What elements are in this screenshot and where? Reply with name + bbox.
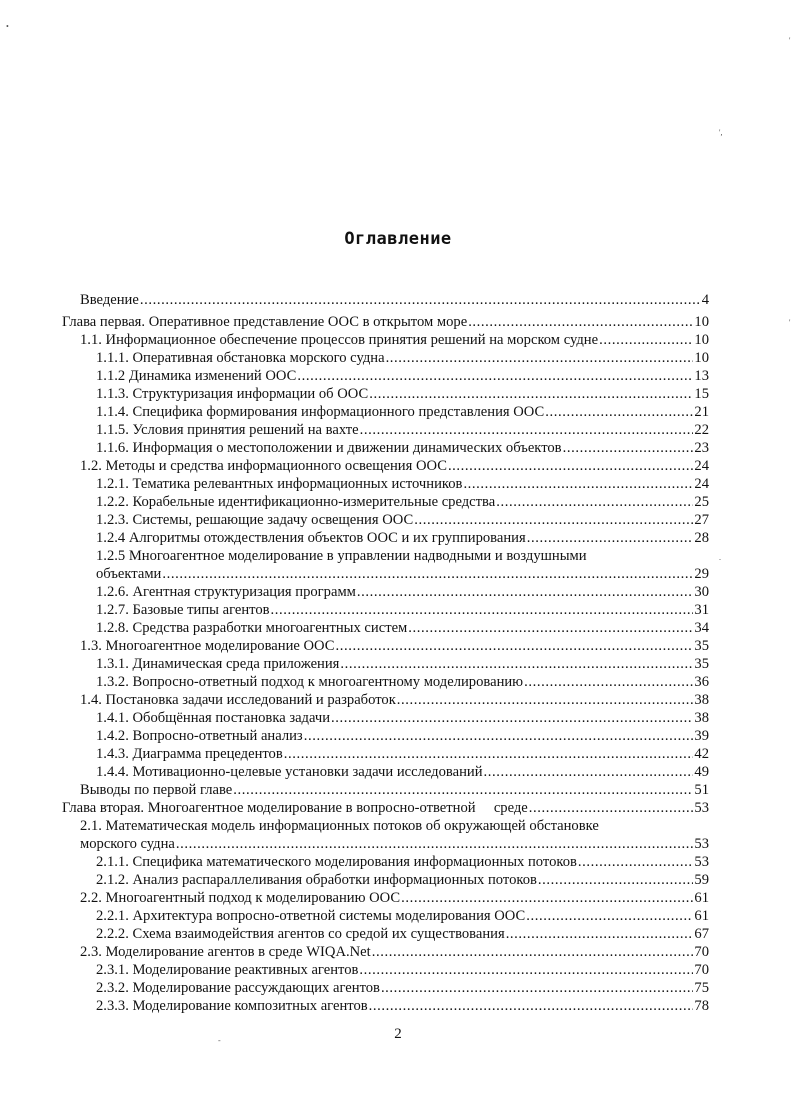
- page-title: Оглавление: [344, 229, 452, 249]
- toc-entry-label: 1.4. Постановка задачи исследований и разработок: [80, 691, 396, 708]
- toc-leader: [331, 709, 693, 727]
- toc-entry-page: 51: [694, 781, 709, 798]
- toc-entry-page: 49: [694, 763, 709, 780]
- scan-speck: ': [789, 36, 791, 45]
- toc-leader: [176, 835, 694, 853]
- toc-leader: [578, 853, 693, 871]
- toc-entry-page: 61: [694, 907, 709, 924]
- scan-speck: -: [218, 1036, 221, 1045]
- toc-entry[interactable]: [96, 493, 709, 511]
- toc-entry[interactable]: [96, 511, 709, 529]
- toc-entry-label: 1.1.6. Информация о местоположении и движении динамических объектов: [96, 439, 562, 456]
- toc-leader: [357, 583, 693, 601]
- toc-leader: [448, 457, 693, 475]
- toc-leader: [526, 907, 693, 925]
- toc-entry-label: 1.3.1. Динамическая среда приложения: [96, 655, 340, 672]
- toc-entry-page: 35: [694, 655, 709, 672]
- toc-entry[interactable]: [96, 475, 709, 493]
- toc-entry-label: 1.1.3. Структуризация информации об ООС: [96, 385, 369, 402]
- toc-entry-label: объектами: [96, 565, 162, 582]
- toc-entry-continuation[interactable]: [96, 565, 709, 583]
- toc-entry-label: Введение: [80, 292, 139, 308]
- toc-entry[interactable]: [96, 385, 709, 403]
- toc-entry[interactable]: [96, 871, 709, 889]
- toc-entry[interactable]: [80, 291, 709, 309]
- toc-entry-page: 15: [694, 385, 709, 402]
- toc-leader: [397, 691, 694, 709]
- toc-entry[interactable]: [96, 709, 709, 727]
- toc-entry[interactable]: [96, 979, 709, 997]
- toc-entry-page: 30: [694, 583, 709, 600]
- toc-entry[interactable]: [96, 853, 709, 871]
- toc-leader: [408, 619, 693, 637]
- toc-entry-label: 2.3.1. Моделирование реактивных агентов: [96, 961, 359, 978]
- toc-leader: [162, 565, 693, 583]
- toc-entry[interactable]: [96, 745, 709, 763]
- toc-entry[interactable]: [80, 457, 709, 475]
- toc-entry-label: 1.2.7. Базовые типы агентов: [96, 601, 270, 618]
- toc-entry-page: 10: [694, 313, 709, 330]
- toc-entry-page: 13: [694, 367, 709, 384]
- toc-entry[interactable]: [80, 781, 709, 799]
- scan-speck: •: [6, 22, 9, 31]
- toc-entry-label: 1.2.4 Алгоритмы отождествления объектов ООС и их группирования: [96, 529, 526, 546]
- toc-entry-page: 31: [694, 601, 709, 618]
- toc-entry[interactable]: [96, 997, 709, 1015]
- toc-entry[interactable]: [96, 763, 709, 781]
- toc-entry-page: 4: [701, 292, 709, 308]
- toc-entry[interactable]: [96, 907, 709, 925]
- toc-entry-page: 10: [694, 349, 709, 366]
- toc-entry-label: 2.3.3. Моделирование композитных агентов: [96, 997, 368, 1014]
- scan-speck: ': [789, 318, 791, 327]
- toc-entry-label: 1.1.4. Специфика формирования информационного представления ООС: [96, 403, 545, 420]
- toc-entry-label: 2.1.2. Анализ распараллеливания обработки информационных потоков: [96, 871, 537, 888]
- toc-entry-label: Выводы по первой главе: [80, 781, 233, 798]
- toc-entry-page: 75: [694, 979, 709, 996]
- toc-entry-label: 2.2. Многоагентный подход к моделированию ООС: [80, 889, 401, 906]
- toc-leader: [386, 349, 694, 367]
- toc-leader: [463, 475, 693, 493]
- scan-speck: ',: [719, 128, 723, 137]
- toc-entry-page: 21: [694, 403, 709, 420]
- toc-leader: [496, 493, 693, 511]
- toc-entry[interactable]: [80, 331, 709, 349]
- toc-leader: [271, 601, 694, 619]
- toc-entry-label: 2.1. Математическая модель информационных потоков об окружающей обстановке: [80, 817, 599, 834]
- toc-entry-page: 67: [694, 925, 709, 942]
- toc-entry-label: 2.3.2. Моделирование рассуждающих агентов: [96, 979, 380, 996]
- toc-entry-page: 29: [694, 565, 709, 582]
- toc-entry-label: 1.4.1. Обобщённая постановка задачи: [96, 709, 331, 726]
- toc-entry-label: 1.2.6. Агентная структуризация программ: [96, 583, 356, 600]
- toc-entry[interactable]: [62, 313, 709, 331]
- toc-leader: [381, 979, 693, 997]
- toc-leader: [297, 367, 693, 385]
- toc-entry-page: 10: [694, 331, 709, 348]
- toc-leader: [304, 727, 694, 745]
- toc-leader: [369, 997, 694, 1015]
- toc-leader: [372, 943, 694, 961]
- toc-leader: [527, 529, 694, 547]
- toc-entry[interactable]: [96, 925, 709, 943]
- toc-entry-page: 35: [694, 637, 709, 654]
- toc-leader: [524, 673, 693, 691]
- toc-entry[interactable]: [96, 583, 709, 601]
- toc-entry[interactable]: [80, 889, 709, 907]
- toc-entry-page: 53: [694, 799, 709, 816]
- toc-leader: [233, 781, 693, 799]
- toc-entry-page: 22: [694, 421, 709, 438]
- toc-entry-page: 25: [694, 493, 709, 510]
- toc-entry[interactable]: [96, 619, 709, 637]
- toc-entry-page: 27: [694, 511, 709, 528]
- toc-entry-label: 2.1.1. Специфика математического моделирования информационных потоков: [96, 853, 577, 870]
- toc-entry-label: 1.4.4. Мотивационно-целевые установки задачи исследований: [96, 763, 483, 780]
- toc-entry[interactable]: [80, 817, 709, 835]
- toc-entry-page: 42: [694, 745, 709, 762]
- toc-entry-page: 70: [694, 943, 709, 960]
- toc-entry-label: Глава первая. Оперативное представление ООС в открытом море: [62, 313, 468, 330]
- toc-entry-label: 1.4.2. Вопросно-ответный анализ: [96, 727, 303, 744]
- toc-entry-page: 39: [694, 727, 709, 744]
- toc-leader: [545, 403, 693, 421]
- toc-entry-page: 53: [694, 835, 709, 852]
- toc-entry[interactable]: [80, 637, 709, 655]
- toc-leader: [284, 745, 694, 763]
- toc-entry[interactable]: [96, 529, 709, 547]
- toc-entry[interactable]: [80, 691, 709, 709]
- toc-entry-page: 59: [694, 871, 709, 888]
- toc-entry-page: 23: [694, 439, 709, 456]
- toc-leader: [336, 637, 694, 655]
- toc-entry[interactable]: [96, 349, 709, 367]
- toc-entry-page: 24: [694, 457, 709, 474]
- toc-entry-label: 1.2.1. Тематика релевантных информационных источников: [96, 475, 463, 492]
- toc-leader: [468, 313, 693, 331]
- toc-entry[interactable]: [96, 673, 709, 691]
- toc-entry[interactable]: [96, 727, 709, 745]
- toc-leader: [340, 655, 693, 673]
- toc-leader: [414, 511, 693, 529]
- toc-entry-label: 1.1.2 Динамика изменений ООС: [96, 367, 297, 384]
- toc-entry[interactable]: [96, 439, 709, 457]
- toc-entry-page: 70: [694, 961, 709, 978]
- toc-entry-label: 2.2.2. Схема взаимодействия агентов со средой их существования: [96, 925, 505, 942]
- toc-entry-page: 38: [694, 691, 709, 708]
- toc-leader: [506, 925, 694, 943]
- toc-entry-label: Глава вторая. Многоагентное моделирование в вопросно-ответной среде: [62, 799, 528, 816]
- toc-leader: [140, 291, 701, 309]
- toc-entry-page: 34: [694, 619, 709, 636]
- scan-speck: .: [719, 553, 721, 562]
- toc-entry-label: 1.3.2. Вопросно-ответный подход к многоагентному моделированию: [96, 673, 524, 690]
- toc-leader: [360, 421, 694, 439]
- toc-entry[interactable]: [96, 961, 709, 979]
- toc-entry-label: 1.3. Многоагентное моделирование ООС: [80, 637, 335, 654]
- toc-entry-label: 1.1. Информационное обеспечение процессов принятия решений на морском судне: [80, 331, 599, 348]
- page-number: 2: [394, 1026, 402, 1042]
- toc-entry-label: 1.2. Методы и средства информационного освещения ООС: [80, 457, 447, 474]
- toc-entry-label: 1.2.5 Многоагентное моделирование в управлении надводными и воздушными: [96, 547, 587, 564]
- toc-leader: [538, 871, 693, 889]
- toc-entry-page: 24: [694, 475, 709, 492]
- toc-leader: [359, 961, 693, 979]
- toc-entry-label: морского судна: [80, 835, 175, 852]
- toc-entry-page: 61: [694, 889, 709, 906]
- toc-entry-label: 2.3. Моделирование агентов в среде WIQA.Net: [80, 943, 371, 960]
- toc-leader: [369, 385, 693, 403]
- toc-entry-page: 53: [694, 853, 709, 870]
- toc-entry[interactable]: [96, 601, 709, 619]
- toc-entry[interactable]: [96, 367, 709, 385]
- toc-entry-label: 1.1.5. Условия принятия решений на вахте: [96, 421, 359, 438]
- toc-entry-label: 1.2.2. Корабельные идентификационно-измерительные средства: [96, 493, 496, 510]
- toc-entry-page: 78: [694, 997, 709, 1014]
- toc-leader: [563, 439, 694, 457]
- toc-entry[interactable]: [96, 421, 709, 439]
- toc-entry-label: 2.2.1. Архитектура вопросно-ответной системы моделирования ООС: [96, 907, 526, 924]
- toc-entry-label: 1.2.3. Системы, решающие задачу освещения ООС: [96, 511, 414, 528]
- toc-entry-label: 1.4.3. Диаграмма прецедентов: [96, 745, 283, 762]
- toc-leader: [529, 799, 694, 817]
- toc-entry-page: 38: [694, 709, 709, 726]
- toc-leader: [484, 763, 694, 781]
- toc-leader: [599, 331, 693, 349]
- toc-entry[interactable]: [96, 547, 709, 565]
- toc-entry-page: 28: [694, 529, 709, 546]
- toc-entry-label: 1.2.8. Средства разработки многоагентных систем: [96, 619, 408, 636]
- toc-entry[interactable]: [96, 655, 709, 673]
- toc-entry-continuation[interactable]: [80, 835, 709, 853]
- toc-entry-page: 36: [694, 673, 709, 690]
- toc-entry-label: 1.1.1. Оперативная обстановка морского судна: [96, 349, 385, 366]
- toc-leader: [401, 889, 693, 907]
- toc-entry[interactable]: [80, 943, 709, 961]
- toc-entry[interactable]: [62, 799, 709, 817]
- toc-entry[interactable]: [96, 403, 709, 421]
